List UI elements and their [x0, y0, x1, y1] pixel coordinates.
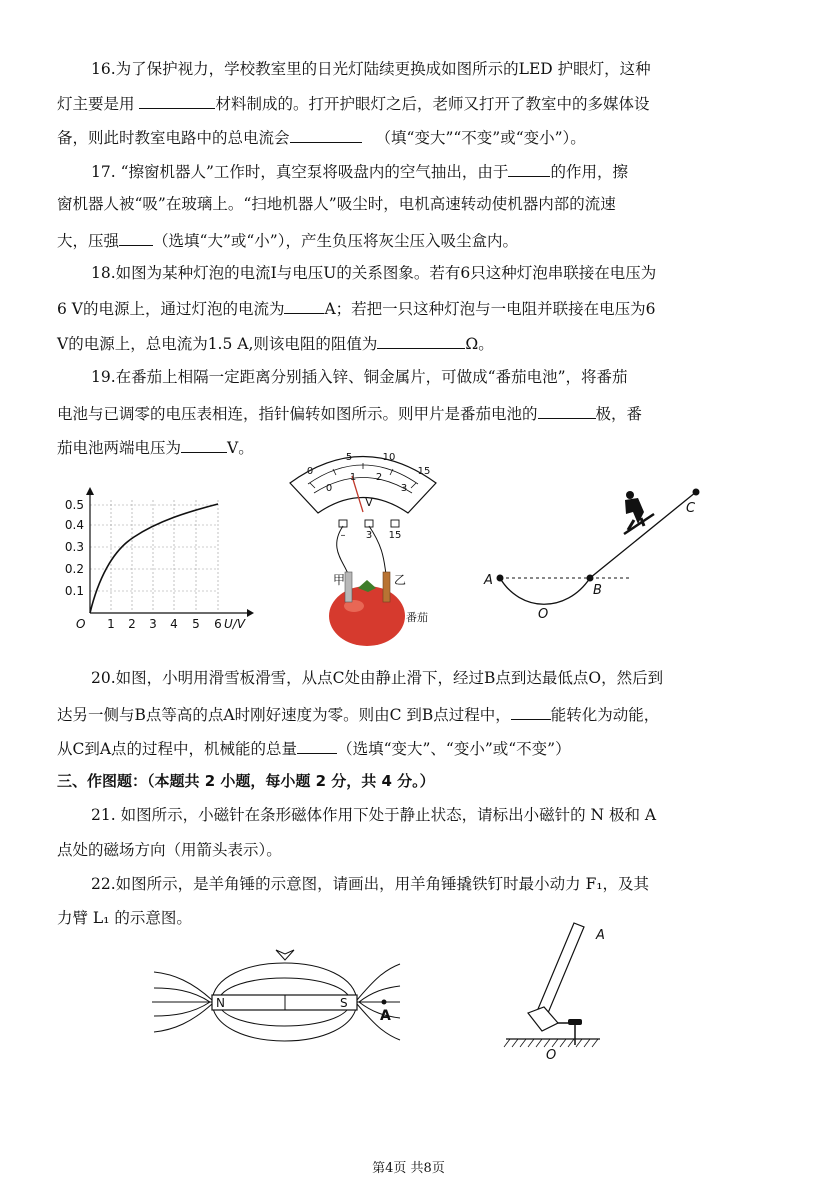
- answer-blank[interactable]: [377, 332, 465, 349]
- q17-line-3: [57, 229, 518, 251]
- tomato-battery-figure: [288, 438, 448, 653]
- plate-yi-label: 乙: [394, 573, 407, 587]
- y-axis-arrow: [86, 487, 94, 495]
- tomato-label: 番茄: [406, 611, 428, 624]
- q18-line-1: 18.如图为某种灯泡的电流I与电压U的关系图象。若有6只这种灯泡串联接在电压为: [91, 264, 657, 282]
- top-scale-label: 10: [382, 452, 396, 463]
- x-tick: 1: [107, 617, 115, 631]
- bottom-scale-label: 3: [400, 483, 408, 494]
- answer-blank[interactable]: [181, 436, 227, 453]
- hammer-head: [528, 1007, 558, 1031]
- q17-text: 17. “擦窗机器人”工作时，真空泵将吸盘内的空气抽出，由于: [91, 163, 509, 181]
- terminal-label: –: [340, 530, 346, 541]
- q18-text: A；若把一只这种灯泡与一电阻并联接在电压为6: [324, 300, 656, 318]
- answer-blank[interactable]: [511, 703, 551, 720]
- q16-line-3: [57, 126, 586, 148]
- terminal-label: 15: [388, 530, 402, 541]
- plate-jia: [345, 572, 352, 602]
- q21-line-1: 21. 如图所示，小磁针在条形磁体作用下处于静止状态，请标出小磁针的 N 极和 A: [91, 806, 657, 824]
- q20-line-2: [57, 703, 659, 725]
- q19-text: 极，番: [595, 405, 643, 423]
- bottom-scale-label: 0: [325, 483, 333, 494]
- q20-text: 达另一侧与B点等高的点A时刚好速度为零。则由C 到B点过程中，: [57, 706, 511, 724]
- answer-blank[interactable]: [297, 737, 337, 754]
- plate-jia-label: 甲: [333, 573, 346, 587]
- answer-blank[interactable]: [284, 297, 324, 314]
- q19-line-3: [57, 436, 254, 458]
- x-tick: 5: [192, 617, 200, 631]
- q20-line-3: [57, 737, 571, 759]
- q21-line-2: 点处的磁场方向（用箭头表示）。: [57, 841, 282, 859]
- q18-line-3: [57, 332, 494, 354]
- point-b-dot: [587, 575, 594, 582]
- hammer-handle: [538, 923, 584, 1013]
- terminal-3: [365, 520, 373, 527]
- hammer-figure: [500, 915, 620, 1065]
- top-scale-label: 5: [345, 452, 353, 463]
- q17-text: （选填“大”或“小”），产生负压将灰尘压入吸尘盒内。: [153, 232, 518, 250]
- section-3-heading: 三、作图题：（本题共 2 小题，每小题 2 分，共 4 分。）: [57, 772, 435, 790]
- q18-line-2: [57, 297, 656, 319]
- point-o-label: O: [538, 607, 549, 622]
- terminal-negative: [339, 520, 347, 527]
- x-tick: 2: [128, 617, 136, 631]
- x-tick: 6: [214, 617, 222, 631]
- origin-label: O: [76, 617, 86, 631]
- answer-blank[interactable]: [290, 126, 362, 143]
- answer-blank[interactable]: [119, 229, 153, 246]
- point-a-dot: [497, 575, 504, 582]
- q19-text: 电池与已调零的电压表相连，指针偏转如图所示。则甲片是番茄电池的: [57, 405, 538, 423]
- q18-text: Ω。: [465, 335, 494, 353]
- point-c-label: C: [686, 501, 696, 516]
- y-tick: 0.2: [64, 562, 84, 576]
- x-axis-arrow: [247, 609, 254, 617]
- point-c-dot: [693, 489, 700, 496]
- nail: [568, 1019, 582, 1025]
- plate-yi: [383, 572, 390, 602]
- unit-label: V: [365, 496, 373, 509]
- q19-line-1: 19.在番茄上相隔一定距离分别插入锌、铜金属片，可做成“番茄电池”，将番茄: [91, 368, 628, 386]
- q17-line-2: 窗机器人被“吸”在玻璃上。“扫地机器人”吸尘时，电机高速转动使机器内部的流速: [57, 195, 616, 213]
- q19-text: V。: [227, 439, 254, 457]
- q18-text: 6 V的电源上，通过灯泡的电流为: [57, 300, 285, 318]
- point-a-dot: [382, 1000, 387, 1005]
- north-pole-label: N: [216, 996, 225, 1010]
- point-a-label: A: [596, 928, 605, 943]
- q22-line-2: 力臂 L₁ 的示意图。: [57, 909, 192, 927]
- point-b-label: B: [593, 583, 602, 598]
- q18-text: V的电源上，总电流为1.5 A,则该电阻的阻值为: [57, 335, 378, 353]
- iu-graph: [62, 485, 267, 635]
- point-a-label: A: [484, 573, 493, 588]
- tomato: [329, 586, 405, 646]
- top-scale-label: 15: [417, 466, 431, 477]
- q20-text: 能转化为动能，: [550, 706, 660, 724]
- y-tick: 0.4: [64, 518, 84, 532]
- q17-text: 的作用，擦: [550, 163, 628, 181]
- q16-line-1: 16.为了保护视力，学校教室里的日光灯陆续更换成如图所示的LED 护眼灯，这种: [91, 60, 651, 78]
- x-tick: 4: [170, 617, 178, 631]
- q16-text: 灯主要是用: [57, 95, 140, 113]
- y-tick: 0.3: [64, 540, 84, 554]
- q22-line-1: 22.如图所示，是羊角锤的示意图，请画出，用羊角锤撬铁钉时最小动力 F₁，及其: [91, 875, 650, 893]
- top-scale-label: 0: [306, 466, 314, 477]
- q16-text: 材料制成的。打开护眼灯之后，老师又打开了教室中的多媒体设: [215, 95, 650, 113]
- q19-text: 茄电池两端电压为: [57, 439, 182, 457]
- x-tick: 3: [149, 617, 157, 631]
- bottom-scale-label: 1: [349, 472, 357, 483]
- x-axis-label: U/V: [224, 617, 246, 631]
- q16-text: （填“变大”“不变”或“变小”）。: [375, 129, 586, 147]
- answer-blank[interactable]: [538, 402, 596, 419]
- iu-curve: [90, 504, 218, 613]
- terminal-label: 3: [365, 530, 373, 541]
- skier-icon: [624, 491, 654, 534]
- answer-blank[interactable]: [139, 92, 215, 109]
- q20-line-1: 20.如图，小明用滑雪板滑雪，从点C处由静止滑下，经过B点到达最低点O，然后到: [91, 669, 664, 687]
- q16-text: 备，则此时教室电路中的总电流会: [57, 129, 290, 147]
- q20-text: 从C到A点的过程中，机械能的总量: [57, 740, 298, 758]
- q17-line-1: [91, 160, 628, 182]
- q20-text: （选填“变大”、“变小”或“不变”）: [337, 740, 571, 758]
- south-pole-label: S: [340, 996, 348, 1010]
- pivot-o-label: O: [546, 1048, 557, 1063]
- y-tick: 0.1: [64, 584, 84, 598]
- page-footer: 第4页 共8页: [372, 1161, 445, 1176]
- q19-line-2: [57, 402, 642, 424]
- magnet-figure: [152, 940, 412, 1065]
- compass-needle: [276, 950, 294, 960]
- point-a-label: A: [380, 1008, 391, 1024]
- skier-figure: [478, 482, 718, 627]
- q17-text: 大，压强: [57, 232, 120, 250]
- bottom-scale-label: 2: [375, 472, 383, 483]
- q16-line-2: [57, 92, 649, 114]
- terminal-15: [391, 520, 399, 527]
- answer-blank[interactable]: [508, 160, 550, 177]
- y-tick: 0.5: [64, 498, 84, 512]
